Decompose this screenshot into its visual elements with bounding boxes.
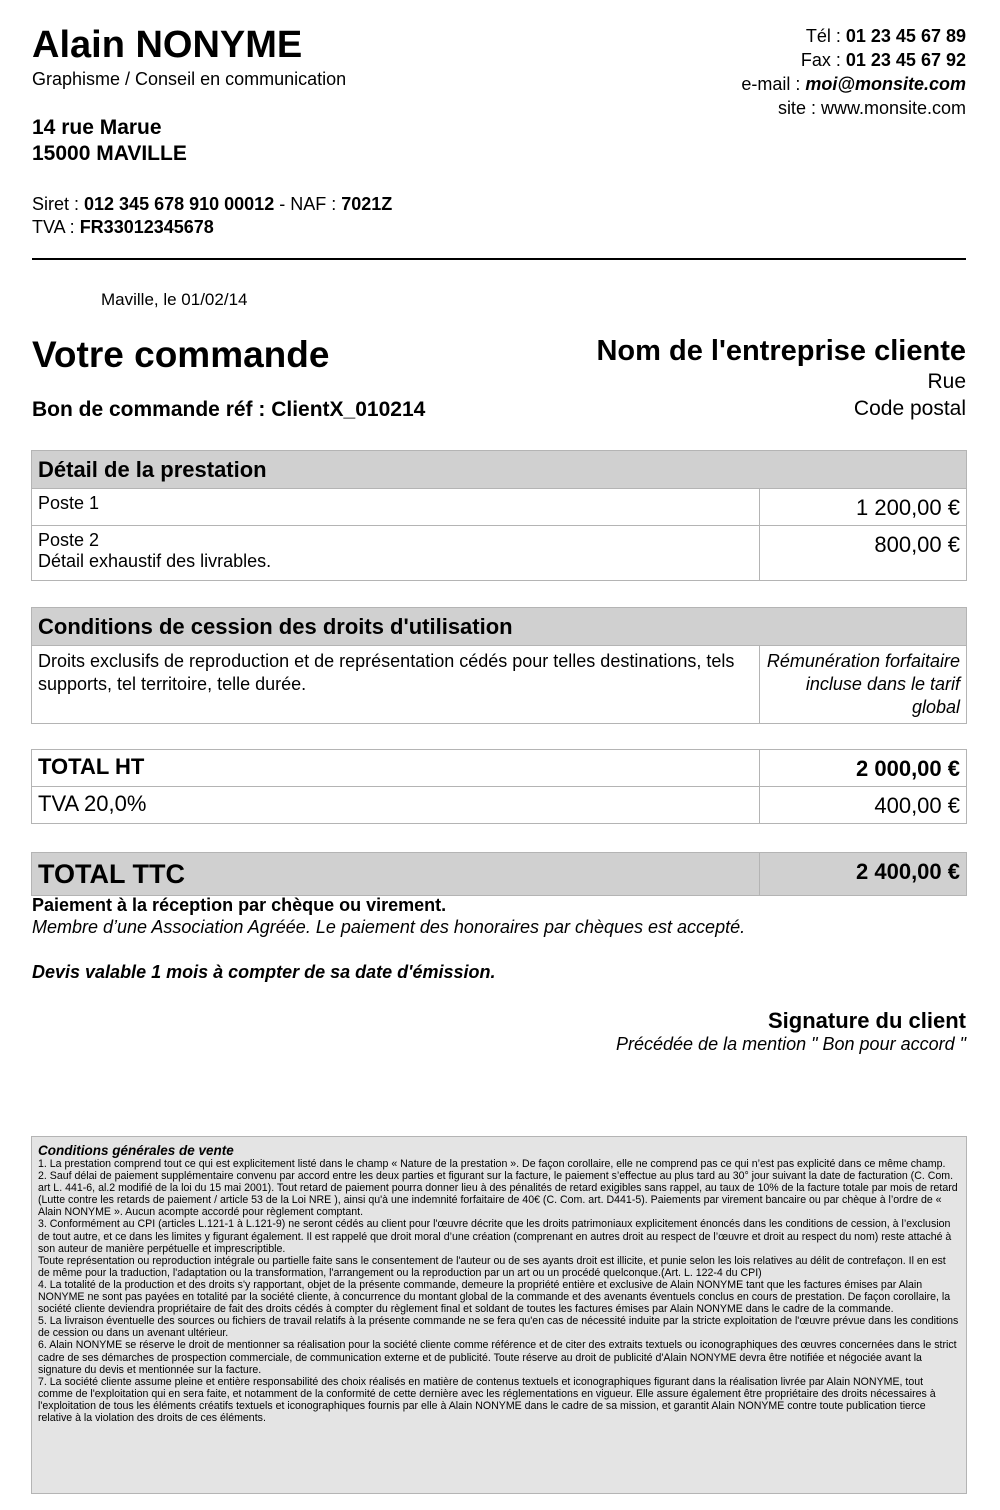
rights-text: Droits exclusifs de reproduction et de représentation cédés pour telles destinations, tels supports, tel territoire, telle durée. xyxy=(32,646,760,724)
address-street: 14 rue Marue xyxy=(32,116,162,139)
table-row xyxy=(32,853,967,896)
total-ht-value: 2 000,00 € xyxy=(760,750,967,787)
fax-label: Fax : xyxy=(800,50,846,70)
site-label: site : xyxy=(777,98,821,118)
prestation-table xyxy=(31,450,967,581)
phone-value: 01 23 45 67 89 xyxy=(845,26,966,46)
quote-validity: Devis valable 1 mois à compter de sa date d'émission. xyxy=(32,962,496,982)
terms-paragraph: 1. La prestation comprend tout ce qui est explicitement listé dans le champ « Nature de la prestation ». De façon corollaire, elle ne comprend pas ce qui n’est pas explicité dans ce même champ. xyxy=(38,1158,946,1170)
table-row xyxy=(32,750,967,787)
terms-paragraph: 4. La totalité de la production et des droits s'y rapportant, objet de la présente commande, demeure la propriété entière et exclusive de Alain NONYME tant que les factures émises par Alain NONYME ne sont pas payées en totalité par la société cliente, à concurrence du montant global de la commande et des avenants éventuels conclus en cours de prestation. De façon corollaire, la société cliente deviendra propriétaire de fait des droits cédés à compter du règlement final et soldant de toutes les factures émises par Alain NONYME dans le cadre de la commande. xyxy=(38,1278,951,1316)
total-ttc-table xyxy=(31,852,967,896)
contact-phone xyxy=(741,24,966,48)
terms-title: Conditions générales de vente xyxy=(38,1143,234,1158)
totals-table xyxy=(31,749,967,824)
tva-rate-label: TVA 20,0% xyxy=(32,787,760,824)
total-ht-label: TOTAL HT xyxy=(32,750,760,787)
rights-remuneration: Rémunération forfaitaire incluse dans le tarif global xyxy=(760,646,967,724)
naf-value: 7021Z xyxy=(341,194,393,214)
item-label-cell xyxy=(32,489,760,526)
tva-line xyxy=(32,216,392,239)
terms-paragraph: 5. La livraison éventuelle des sources ou fichiers de travail relatifs à la présente commande ne se fera qu'en cas de nécessité induite par la stricte exploitation de l'œuvre prévue dans les conditions de cession ou dans un avenant ultérieur. xyxy=(38,1315,959,1340)
payment-terms: Paiement à la réception par chèque ou virement. xyxy=(32,895,447,915)
client-postal: Code postal xyxy=(853,397,966,420)
header-divider xyxy=(32,258,966,260)
siret-label: Siret : xyxy=(32,194,85,214)
tva-amount: 400,00 € xyxy=(760,787,967,824)
company-address xyxy=(32,115,187,167)
email-value: moi@monsite.com xyxy=(805,74,966,94)
item-amount: 800,00 € xyxy=(760,526,967,581)
signature-subtitle: Précédée de la mention " Bon pour accord " xyxy=(616,1034,966,1054)
email-label: e-mail : xyxy=(741,74,806,94)
order-reference: Bon de commande réf : ClientX_010214 xyxy=(32,398,426,421)
terms-paragraph: 3. Conformément au CPI (articles L.121-1 à L.121-9) ne seront cédés au client pour l'œuvre décrite que les droits patrimoniaux explicitement énoncés dans les conditions de cession, à l’exclusion de tout autre, et ce dans les limites y figurant également. Il est rappelé que droit moral d’une création (comprenant en autres droit au respect de l’œuvre et droit au respect du nom) reste attaché à son auteur de manière perpétuelle et imprescriptible. xyxy=(38,1218,952,1255)
document-date: Maville, le 01/02/14 xyxy=(101,290,248,309)
total-ttc-value: 2 400,00 € xyxy=(760,853,967,896)
site-value: www.monsite.com xyxy=(820,98,966,118)
terms-and-conditions xyxy=(31,1136,967,1494)
rights-table xyxy=(31,607,967,724)
company-subtitle: Graphisme / Conseil en communication xyxy=(32,69,347,89)
table-row xyxy=(32,489,967,526)
address-city: 15000 MAVILLE xyxy=(32,142,187,165)
item-label: Poste 2 xyxy=(38,530,100,550)
tva-label: TVA : xyxy=(32,217,80,237)
item-label-cell xyxy=(32,526,760,581)
total-ttc-label: TOTAL TTC xyxy=(32,853,760,896)
terms-paragraph: 7. La société cliente assume pleine et entière responsabilité des choix réalisés en matière de contenus textuels et iconographiques figurant dans la réalisation livrée par Alain NONYME, tout comme de l'exploitation qui en sera faite, et notamment de la conformité de cette dernière avec les réglementations en vigueur. Elle assure également être propriétaire des droits nécessaires à l'exploitation de tous les éléments créatifs textuels et iconographiques fournis par elle à Alain NONYME dans le cadre de sa mission, et garantit Alain NONYME contre toute publication tierce relative à la violation des droits de ces éléments. xyxy=(38,1375,936,1424)
client-street: Rue xyxy=(927,370,966,393)
order-title: Votre commande xyxy=(32,334,330,375)
association-note: Membre d’une Association Agréée. Le paiement des honoraires par chèques est accepté. xyxy=(32,917,746,937)
table-row xyxy=(32,787,967,824)
siret-line xyxy=(32,193,392,216)
contact-site xyxy=(741,96,966,120)
terms-paragraph: 6. Alain NONYME se réserve le droit de mentionner sa réalisation pour la société cliente comme référence et de citer des extraits textuels ou iconographiques des œuvres concernées dans le strict cadre de ses démarches de prospection commerciale, de communication externe et de publicité. Toute réserve au droit de publicité d'Alain NONYME devra être notifiée et négociée avant la signature du devis et mentionnée sur la facture. xyxy=(38,1339,957,1376)
terms-paragraph: Toute représentation ou reproduction intégrale ou partielle faite sans le consentement de l'auteur ou de ses ayants droit est illicite, et punie selon les lois relatives au délit de contrefaçon. Il en est de même pour la traduction, l'adaptation ou la transformation, l'arrangement ou la reproduction par un art ou un procédé quelconque.(Art. L. 122-4 du CPI) xyxy=(38,1254,946,1279)
contact-email xyxy=(741,72,966,96)
rights-header: Conditions de cession des droits d'utilisation xyxy=(32,608,967,646)
siret-value: 012 345 678 910 00012 xyxy=(84,194,275,214)
company-legal xyxy=(32,193,392,239)
item-detail: Détail exhaustif des livrables. xyxy=(38,551,272,571)
client-name: Nom de l'entreprise cliente xyxy=(596,335,966,367)
terms-paragraph: 2. Sauf délai de paiement supplémentaire convenu par accord entre les deux parties et figurant sur la facture, le paiement s’effectue au plus tard au 30° jour suivant la date de facturation (C. Com. art L. 441-6, al.2 modifié de la loi du 15 mai 2001). Tout retard de paiement pourra donner lieu à des pénalités de retard exigibles sans rappel, au taux de 10% de la facture totale par mois de retard (Lutte contre les retards de paiement / article 53 de la Loi NRE ), ainsi qu'à une indemnité forfaitaire de 40€ (C. Com. art. D441-5). Paiements par virement bancaire ou par chèque à l’ordre de « Alain NONYME ». Aucun acompte accordé pour règlement comptant. xyxy=(38,1170,958,1219)
company-name: Alain NONYME xyxy=(32,24,303,66)
item-amount: 1 200,00 € xyxy=(760,489,967,526)
item-label: Poste 1 xyxy=(38,493,100,513)
naf-label: - NAF : xyxy=(274,194,342,214)
table-row xyxy=(32,646,967,724)
fax-value: 01 23 45 67 92 xyxy=(845,50,966,70)
tva-value: FR33012345678 xyxy=(79,217,214,237)
prestation-header: Détail de la prestation xyxy=(32,451,967,489)
phone-label: Tél : xyxy=(805,26,846,46)
contact-block xyxy=(741,24,966,120)
contact-fax xyxy=(741,48,966,72)
table-row xyxy=(32,526,967,581)
signature-title: Signature du client xyxy=(767,1008,966,1033)
